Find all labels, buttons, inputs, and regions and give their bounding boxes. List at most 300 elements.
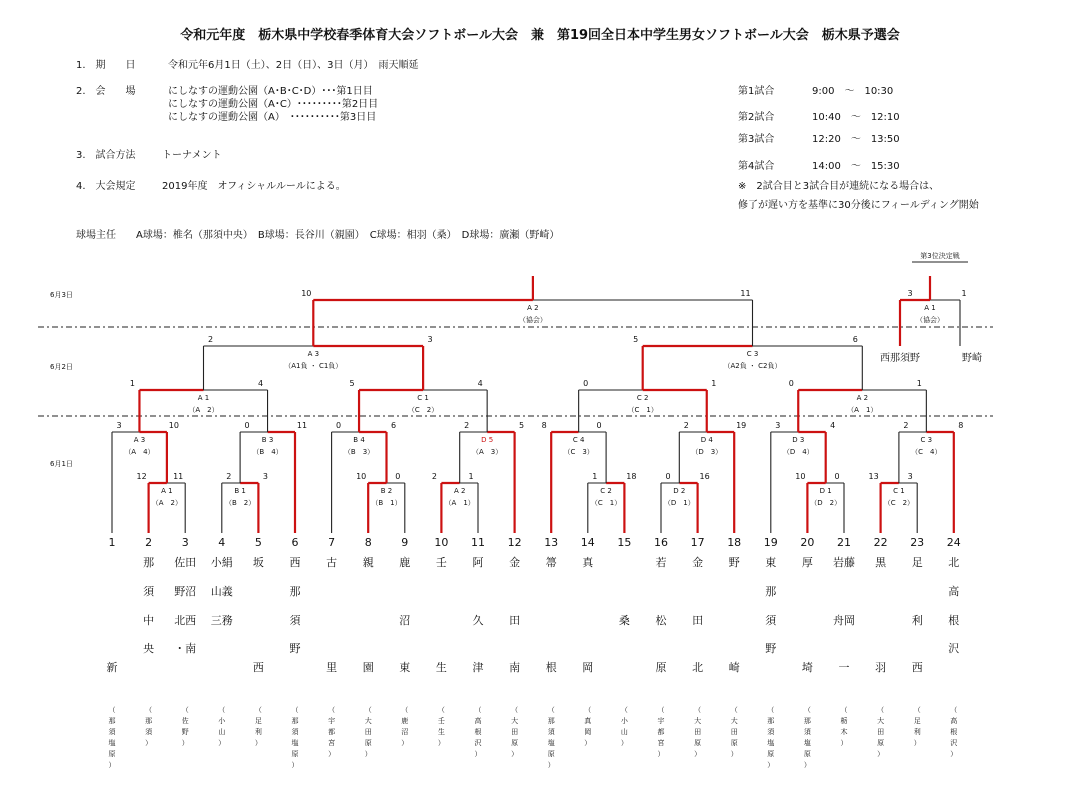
- team-prefecture-char: （: [218, 706, 226, 714]
- team-prefecture-char: 高: [950, 717, 958, 725]
- r2-match-6-right-score: 19: [736, 421, 747, 430]
- team-prefecture-char: 原: [730, 739, 738, 747]
- team-prefecture-char: 利: [254, 728, 262, 736]
- r2-match-4-right-score: 5: [519, 421, 525, 430]
- team-prefecture-char: 那: [145, 717, 153, 725]
- team-name-char: 里: [326, 661, 338, 674]
- team-number: 2: [145, 536, 153, 549]
- team-prefecture-char: （: [547, 706, 555, 714]
- team-prefecture-char: 沢: [474, 739, 482, 747]
- team-prefecture-char: 田: [694, 728, 702, 736]
- team-name-char: 西: [911, 661, 923, 674]
- team-prefecture-char: 木: [840, 728, 848, 736]
- team-number: 11: [471, 536, 485, 549]
- r1-match-6-game-code: D 2: [673, 487, 686, 495]
- r1-match-8-source-note: （C 2）: [883, 499, 915, 507]
- r1-match-1-left-score: 12: [136, 472, 147, 481]
- r1-match-2-game-code: B 1: [234, 487, 246, 495]
- sf-match-1-game-code: A 3: [307, 350, 320, 358]
- team-name-char: 利: [911, 614, 923, 627]
- team-prefecture-char: （: [145, 706, 153, 714]
- team-number: 16: [654, 536, 668, 549]
- team-name-char: 阿: [472, 556, 484, 569]
- team-prefecture-char: 原: [291, 750, 299, 758]
- team-name-char: 田: [692, 614, 704, 627]
- team-name-char: 岩藤: [833, 556, 855, 569]
- team-name-char: 新: [106, 661, 118, 674]
- sf-match-1-right-score: 3: [427, 335, 433, 344]
- r2-match-7-game-code: D 3: [792, 436, 805, 444]
- schedule-note-2: 修了が遅い方を基準に30分後にフィールディング開始: [738, 200, 979, 211]
- team-prefecture-char: 鹿: [401, 717, 409, 725]
- team-number: 15: [617, 536, 632, 549]
- team-prefecture-char: （: [474, 706, 482, 714]
- team-prefecture-char: ）: [547, 761, 555, 769]
- team-prefecture-char: 山: [620, 728, 628, 736]
- team-prefecture-char: 田: [877, 728, 885, 736]
- team-name-char: 佐田: [174, 556, 197, 569]
- r2-match-1-right-score: 10: [168, 421, 179, 430]
- team-prefecture-char: （: [584, 706, 592, 714]
- third-right-score: 1: [961, 289, 967, 298]
- team-name-char: 央: [143, 642, 155, 655]
- team-prefecture-char: 足: [254, 717, 262, 725]
- r2-match-1-game-code: A 3: [133, 436, 146, 444]
- team-prefecture-char: （: [730, 706, 738, 714]
- r1-match-2-source-note: （B 2）: [224, 499, 256, 507]
- team-prefecture-char: 原: [767, 750, 775, 758]
- umpire-line: 球場主任 A球場：椎名（那須中央） B球場：長谷川（親園） C球場：相羽（桑） D球場：廣瀬（野崎）: [76, 230, 560, 241]
- team-prefecture-char: 大: [877, 717, 885, 725]
- team-name-char: 金: [509, 556, 521, 569]
- team-number: 1: [108, 536, 116, 549]
- r2-match-7-right-score: 4: [830, 421, 836, 430]
- r1-match-3-source-note: （B 1）: [371, 499, 402, 507]
- qf-match-2-game-code: C 1: [417, 394, 429, 402]
- team-number: 18: [727, 536, 742, 549]
- team-prefecture-char: 塩: [803, 739, 811, 747]
- team-prefecture-char: 須: [547, 728, 555, 736]
- team-name-char: 若: [655, 556, 667, 569]
- game3-label: 第3試合: [738, 134, 775, 145]
- venue-line-2: にしなすの運動公園（A･C）･････････第2日目: [168, 99, 379, 110]
- r1-match-4-source-note: （A 1）: [444, 499, 475, 507]
- team-name-char: 西: [252, 661, 264, 674]
- team-prefecture-char: ）: [913, 739, 921, 747]
- third-game-code: A 1: [924, 304, 936, 312]
- team-name-char: 親: [362, 556, 374, 569]
- team-name-char: 那: [289, 585, 301, 598]
- team-prefecture-char: ）: [145, 739, 153, 747]
- r1-match-5-left-score: 1: [592, 472, 598, 481]
- team-number: 23: [910, 536, 925, 549]
- team-prefecture-char: 原: [511, 739, 519, 747]
- team-prefecture-char: 壬: [437, 717, 445, 725]
- team-number: 20: [800, 536, 815, 549]
- team-prefecture-char: ）: [803, 761, 811, 769]
- r1-match-6-right-score: 16: [699, 472, 710, 481]
- team-name-char: 桑: [618, 614, 630, 627]
- qf-match-4-right-score: 1: [916, 379, 922, 388]
- r1-match-6-source-note: （D 1）: [663, 499, 695, 507]
- r1-match-8-right-score: 3: [907, 472, 913, 481]
- team-prefecture-char: 根: [950, 728, 958, 736]
- r1-match-7-source-note: （D 2）: [810, 499, 842, 507]
- r1-match-3-game-code: B 2: [380, 487, 393, 495]
- team-prefecture-char: 須: [145, 728, 153, 736]
- team-prefecture-char: ）: [511, 750, 519, 758]
- game3-time: 12:20 ～ 13:50: [812, 134, 900, 145]
- r2-match-7-source-note: （D 4）: [782, 448, 814, 456]
- rules-value: 2019年度 オフィシャルルールによる。: [162, 181, 346, 192]
- r1-match-2-right-score: 3: [262, 472, 268, 481]
- r2-match-2-left-score: 0: [244, 421, 250, 430]
- team-name-char: 野: [728, 556, 740, 569]
- team-prefecture-char: 山: [218, 728, 226, 736]
- team-name-char: 箒: [545, 556, 557, 569]
- team-name-char: 北: [692, 661, 704, 674]
- r1-match-5-right-score: 18: [626, 472, 637, 481]
- qf-match-3-left-score: 0: [583, 379, 589, 388]
- team-prefecture-char: ）: [620, 739, 628, 747]
- r2-match-3-left-score: 0: [336, 421, 342, 430]
- team-name-char: 西: [289, 556, 301, 569]
- r2-match-7-left-score: 3: [775, 421, 781, 430]
- third-source-note: （協会）: [916, 316, 944, 324]
- team-prefecture-char: （: [364, 706, 372, 714]
- r2-match-4-left-score: 2: [464, 421, 470, 430]
- team-name-char: 足: [911, 556, 923, 569]
- team-number: 7: [328, 536, 336, 549]
- method-label: 3. 試合方法: [76, 150, 136, 161]
- r1-match-8-left-score: 13: [868, 472, 879, 481]
- qf-match-4-source-note: （A 1）: [847, 406, 878, 414]
- r2-match-5-source-note: （C 3）: [563, 448, 594, 456]
- r1-match-1-game-code: A 1: [161, 487, 173, 495]
- team-name-char: 黒: [875, 556, 887, 569]
- team-name-char: 北西: [174, 614, 197, 627]
- team-prefecture-char: 須: [108, 728, 116, 736]
- team-name-char: 東: [399, 661, 411, 674]
- team-number: 14: [580, 536, 595, 549]
- r2-match-4-source-note: （A 3）: [472, 448, 503, 456]
- team-prefecture-char: ）: [328, 750, 336, 758]
- team-name-char: 野: [765, 642, 777, 655]
- team-prefecture-char: ）: [584, 739, 592, 747]
- r1-match-4-game-code: A 2: [453, 487, 466, 495]
- r1-match-4-left-score: 2: [431, 472, 437, 481]
- period-label: 1. 期 日: [76, 60, 136, 71]
- team-name-char: 野沼: [174, 585, 197, 598]
- team-prefecture-char: （: [767, 706, 775, 714]
- team-prefecture-char: （: [840, 706, 848, 714]
- team-name-char: 崎: [728, 661, 740, 674]
- team-name-char: 園: [362, 661, 374, 674]
- team-name-char: 一: [838, 661, 850, 674]
- team-name-char: 山義: [210, 585, 233, 598]
- team-name-char: 岡: [582, 661, 594, 674]
- team-prefecture-char: 大: [511, 717, 519, 725]
- team-prefecture-char: ）: [474, 750, 482, 758]
- team-number: 10: [434, 536, 449, 549]
- day-label-3: 6月3日: [50, 291, 73, 299]
- team-prefecture-char: ）: [840, 739, 848, 747]
- team-name-char: 根: [948, 614, 960, 627]
- day-label-2: 6月2日: [50, 363, 73, 371]
- team-name-char: 松: [655, 614, 667, 627]
- qf-match-2-source-note: （C 2）: [407, 406, 439, 414]
- r1-match-1-right-score: 11: [173, 472, 184, 481]
- venue-line-1: にしなすの運動公園（A･B･C･D）･･･第1日目: [168, 86, 373, 97]
- team-prefecture-char: （: [913, 706, 921, 714]
- r2-match-2-source-note: （B 4）: [252, 448, 283, 456]
- team-number: 8: [364, 536, 372, 549]
- team-prefecture-char: 那: [803, 717, 811, 725]
- team-prefecture-char: ）: [401, 739, 409, 747]
- r1-match-1-source-note: （A 2）: [151, 499, 183, 507]
- r1-match-8-game-code: C 1: [893, 487, 905, 495]
- qf-match-1-game-code: A 1: [197, 394, 210, 402]
- qf-match-3-source-note: （C 1）: [627, 406, 658, 414]
- team-name-char: 鹿: [399, 556, 411, 569]
- team-number: 4: [218, 536, 226, 549]
- team-prefecture-char: （: [877, 706, 885, 714]
- team-number: 9: [401, 536, 409, 549]
- team-prefecture-char: ）: [877, 750, 885, 758]
- team-prefecture-char: ）: [218, 739, 226, 747]
- r2-match-2-game-code: B 3: [261, 436, 274, 444]
- team-name-char: 埼: [801, 661, 813, 674]
- team-prefecture-char: 大: [730, 717, 738, 725]
- team-prefecture-char: （: [291, 706, 299, 714]
- game4-time: 14:00 ～ 15:30: [812, 161, 900, 172]
- team-name-char: 津: [472, 661, 484, 674]
- team-number: 3: [181, 536, 189, 549]
- team-name-char: 久: [472, 614, 484, 627]
- method-value: トーナメント: [162, 150, 222, 161]
- r1-match-3-right-score: 0: [395, 472, 401, 481]
- team-number: 22: [873, 536, 888, 549]
- sf-match-2-source-note: （A2負 ・ C2負）: [723, 362, 782, 370]
- team-name-char: 舟岡: [833, 614, 855, 627]
- team-name-char: 原: [655, 661, 667, 674]
- sf-match-2-game-code: C 3: [746, 350, 759, 358]
- team-prefecture-char: ）: [364, 750, 372, 758]
- team-prefecture-char: 塩: [108, 739, 116, 747]
- r2-match-4-game-code: D 5: [481, 436, 494, 444]
- team-prefecture-char: ）: [730, 750, 738, 758]
- venue-line-3: にしなすの運動公園（A） ･･････････第3日目: [168, 112, 377, 123]
- r2-match-5-game-code: C 4: [572, 436, 585, 444]
- team-prefecture-char: ）: [437, 739, 445, 747]
- r2-match-1-source-note: （A 4）: [124, 448, 155, 456]
- team-prefecture-char: 塩: [291, 739, 299, 747]
- team-prefecture-char: 田: [364, 728, 372, 736]
- team-name-char: 古: [326, 556, 338, 569]
- team-prefecture-char: 都: [328, 728, 336, 736]
- team-prefecture-char: 田: [730, 728, 738, 736]
- team-number: 6: [291, 536, 299, 549]
- final-match-left-score: 10: [301, 289, 312, 298]
- r2-match-8-source-note: （C 4）: [911, 448, 942, 456]
- team-number: 13: [544, 536, 559, 549]
- team-number: 12: [507, 536, 522, 549]
- team-prefecture-char: 宇: [657, 717, 665, 725]
- team-prefecture-char: 須: [803, 728, 811, 736]
- team-prefecture-char: 沼: [401, 728, 409, 736]
- team-number: 24: [946, 536, 961, 549]
- team-prefecture-char: 原: [803, 750, 811, 758]
- team-prefecture-char: 高: [474, 717, 482, 725]
- final-match-right-score: 11: [740, 289, 751, 298]
- team-name-char: 三務: [210, 614, 233, 627]
- team-name-char: 中: [143, 614, 155, 627]
- team-number: 5: [254, 536, 262, 549]
- team-prefecture-char: 生: [437, 728, 445, 736]
- team-prefecture-char: 大: [364, 717, 372, 725]
- team-prefecture-char: 原: [108, 750, 116, 758]
- r2-match-8-left-score: 2: [903, 421, 909, 430]
- team-name-char: 須: [289, 614, 301, 627]
- team-prefecture-char: ）: [181, 739, 189, 747]
- r2-match-2-right-score: 11: [296, 421, 308, 430]
- r2-match-8-game-code: C 3: [920, 436, 933, 444]
- team-prefecture-char: （: [437, 706, 445, 714]
- final-match-source-note: （協会）: [518, 316, 547, 324]
- r2-match-5-left-score: 8: [541, 421, 547, 430]
- team-name-char: 須: [765, 614, 777, 627]
- team-prefecture-char: 原: [547, 750, 555, 758]
- r2-match-3-game-code: B 4: [353, 436, 365, 444]
- team-name-char: 羽: [875, 661, 887, 674]
- third-left-score: 3: [907, 289, 913, 298]
- team-prefecture-char: 原: [877, 739, 885, 747]
- team-prefecture-char: 小: [620, 717, 628, 725]
- r1-match-5-game-code: C 2: [600, 487, 612, 495]
- team-prefecture-char: 根: [474, 728, 482, 736]
- team-prefecture-char: （: [401, 706, 409, 714]
- team-prefecture-char: 塩: [547, 739, 555, 747]
- sf-match-2-left-score: 5: [633, 335, 639, 344]
- r1-match-7-left-score: 10: [795, 472, 806, 481]
- team-name-char: 南: [509, 661, 521, 674]
- qf-match-1-right-score: 4: [258, 379, 264, 388]
- game1-time: 9:00 ～ 10:30: [812, 86, 894, 97]
- team-prefecture-char: （: [803, 706, 811, 714]
- team-prefecture-char: ）: [694, 750, 702, 758]
- game2-time: 10:40 ～ 12:10: [812, 112, 900, 123]
- team-name-char: 小絹: [210, 556, 233, 569]
- sf-match-2-right-score: 6: [852, 335, 858, 344]
- team-prefecture-char: （: [511, 706, 519, 714]
- team-prefecture-char: ）: [657, 750, 665, 758]
- r2-match-6-game-code: D 4: [700, 436, 713, 444]
- r1-match-4-right-score: 1: [468, 472, 474, 481]
- team-number: 17: [690, 536, 705, 549]
- team-number: 19: [763, 536, 778, 549]
- r2-match-3-source-note: （B 3）: [343, 448, 375, 456]
- team-prefecture-char: 佐: [181, 717, 189, 725]
- r2-match-3-right-score: 6: [390, 421, 397, 430]
- team-prefecture-char: （: [694, 706, 702, 714]
- team-name-char: 沼: [399, 614, 411, 627]
- team-prefecture-char: 小: [218, 717, 226, 725]
- team-prefecture-char: 那: [767, 717, 775, 725]
- team-prefecture-char: 都: [657, 728, 665, 736]
- team-name-char: 那: [765, 585, 777, 598]
- team-prefecture-char: 沢: [950, 739, 958, 747]
- qf-match-1-source-note: （A 2）: [188, 406, 219, 414]
- team-prefecture-char: 那: [291, 717, 299, 725]
- team-prefecture-char: 大: [694, 717, 702, 725]
- team-prefecture-char: 栃: [840, 717, 848, 725]
- team-number: 21: [837, 536, 851, 549]
- team-prefecture-char: （: [108, 706, 116, 714]
- final-match-game-code: A 2: [527, 304, 539, 312]
- team-prefecture-char: 那: [108, 717, 116, 725]
- team-prefecture-char: ）: [108, 761, 116, 769]
- team-prefecture-char: 利: [913, 728, 921, 736]
- schedule-note-1: ※ 2試合目と3試合目が連続になる場合は、: [738, 181, 940, 192]
- qf-match-3-right-score: 1: [711, 379, 717, 388]
- venue-label: 2. 会 場: [76, 86, 136, 97]
- team-prefecture-char: 野: [181, 728, 189, 736]
- team-name-char: 那: [143, 556, 155, 569]
- qf-match-2-left-score: 5: [349, 379, 355, 388]
- team-name-char: 真: [582, 556, 594, 569]
- r2-match-1-left-score: 3: [116, 421, 122, 430]
- game1-label: 第1試合: [738, 86, 775, 97]
- qf-match-2-right-score: 4: [477, 379, 483, 388]
- team-prefecture-char: （: [950, 706, 958, 714]
- team-prefecture-char: 須: [767, 728, 775, 736]
- team-prefecture-char: （: [328, 706, 336, 714]
- r1-match-7-right-score: 0: [834, 472, 840, 481]
- team-prefecture-char: ）: [291, 761, 299, 769]
- team-name-char: 坂: [252, 556, 264, 569]
- team-name-char: 田: [509, 614, 521, 627]
- team-prefecture-char: ）: [767, 761, 775, 769]
- game4-label: 第4試合: [738, 161, 775, 172]
- qf-match-4-game-code: A 2: [856, 394, 869, 402]
- team-prefecture-char: 真: [584, 717, 592, 725]
- qf-match-1-left-score: 1: [129, 379, 135, 388]
- team-name-char: 須: [143, 585, 155, 598]
- sf-match-1-source-note: （A1負 ・ C1負）: [284, 362, 343, 370]
- r1-match-6-left-score: 0: [665, 472, 671, 481]
- team-prefecture-char: （: [620, 706, 628, 714]
- third-place-title: 第3位決定戦: [920, 252, 960, 260]
- team-name-char: 沢: [948, 642, 960, 655]
- team-name-char: 壬: [435, 556, 447, 569]
- r2-match-5-right-score: 0: [596, 421, 602, 430]
- team-name-char: 生: [435, 661, 447, 674]
- r1-match-7-game-code: D 1: [819, 487, 832, 495]
- team-name-char: 高: [948, 585, 960, 598]
- team-prefecture-char: 足: [913, 717, 921, 725]
- team-name-char: 根: [545, 661, 557, 674]
- period-value: 令和元年6月1日（土）、2日（日）、3日（月） 雨天順延: [168, 60, 419, 71]
- team-prefecture-char: （: [181, 706, 189, 714]
- qf-match-3-game-code: C 2: [636, 394, 649, 402]
- team-prefecture-char: 宮: [328, 739, 336, 747]
- team-prefecture-char: ）: [950, 750, 958, 758]
- rules-label: 4. 大会規定: [76, 181, 136, 192]
- game2-label: 第2試合: [738, 112, 775, 123]
- r1-match-5-source-note: （C 1）: [590, 499, 622, 507]
- team-prefecture-char: 宇: [328, 717, 336, 725]
- r2-match-6-left-score: 2: [683, 421, 689, 430]
